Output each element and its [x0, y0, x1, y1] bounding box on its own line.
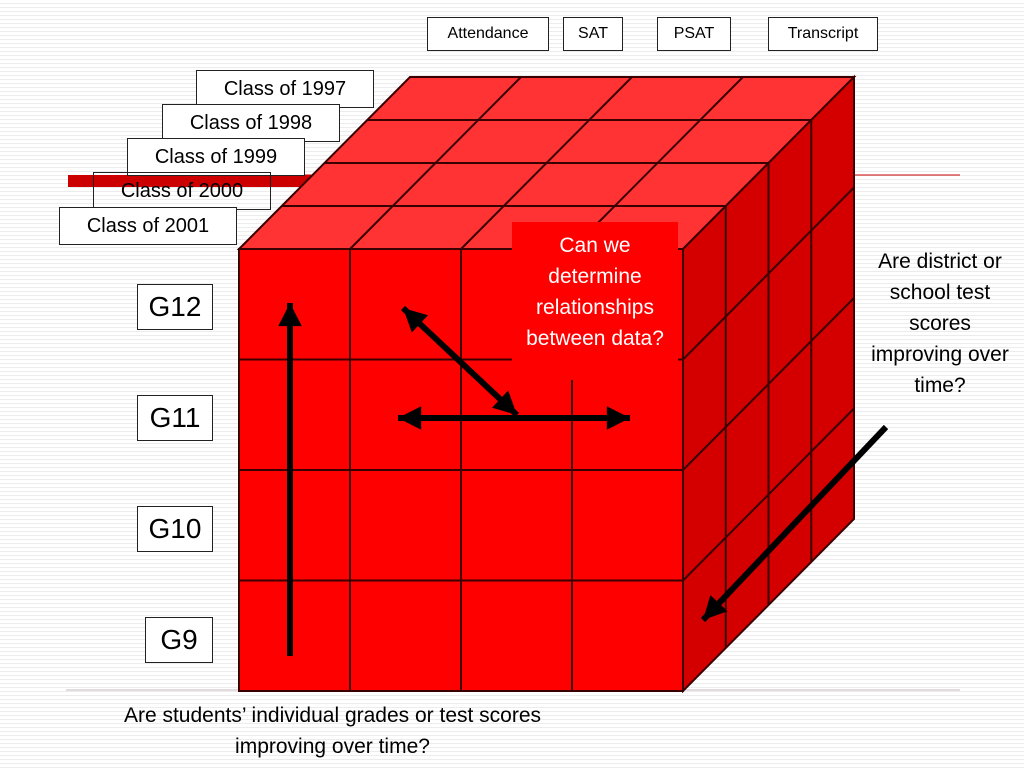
class-label-1997: Class of 1997	[196, 70, 374, 108]
tab-psat[interactable]: PSAT	[657, 17, 731, 51]
class-label-2000: Class of 2000	[93, 172, 271, 210]
grade-label-g9: G9	[145, 617, 213, 663]
center-question-box	[512, 222, 678, 380]
grade-label-g11: G11	[137, 395, 213, 441]
class-label-1998: Class of 1998	[162, 104, 340, 142]
center-question-text: Can we determine relationships between data?	[526, 234, 664, 350]
grade-label-g12: G12	[137, 284, 213, 330]
bottom-question-text: Are students’ individual grades or test scores improving over time?	[123, 704, 542, 758]
grade-label-g10: G10	[137, 506, 213, 552]
class-label-1999: Class of 1999	[127, 138, 305, 176]
right-question-text: Are district or school test scores improving over time?	[871, 250, 1009, 397]
tab-attendance[interactable]: Attendance	[427, 17, 549, 51]
tab-sat[interactable]: SAT	[563, 17, 623, 51]
class-label-2001: Class of 2001	[59, 207, 237, 245]
tab-transcript[interactable]: Transcript	[768, 17, 878, 51]
